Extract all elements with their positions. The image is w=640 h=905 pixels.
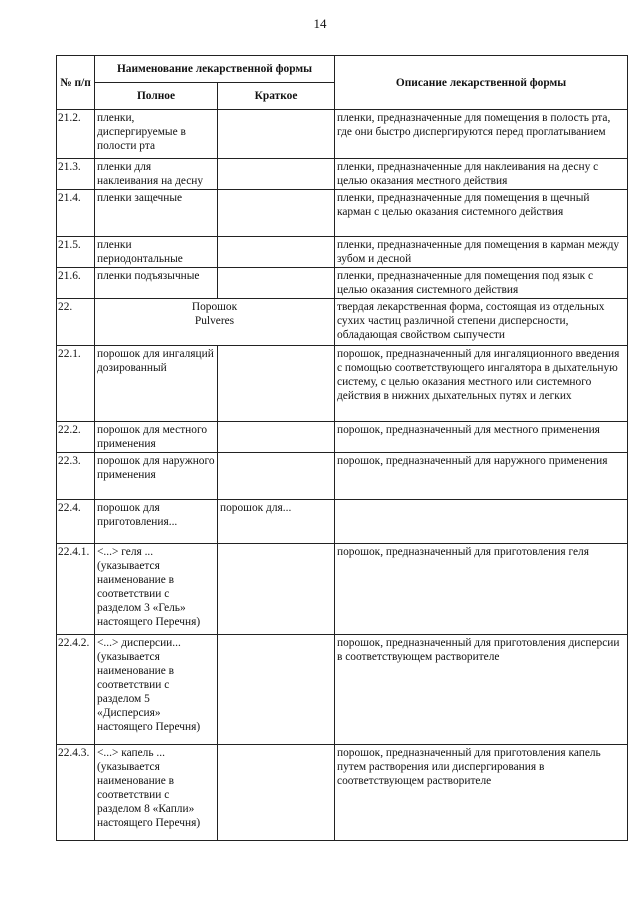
table-row [57,544,628,635]
short-name-cell [218,110,335,159]
table-row [57,500,628,544]
row-number: 22.2. [57,422,95,453]
table-row [57,346,628,422]
table-row [57,159,628,190]
full-name-cell: пленки подъязычные [95,268,218,299]
full-name-cell: пленки защечные [95,190,218,237]
row-number: 21.5. [57,237,95,268]
description-cell: порошок, предназначенный для местного применения [335,422,628,453]
short-name-cell [218,190,335,237]
description-cell: порошок, предназначенный для приготовления геля [335,544,628,635]
full-name-cell: пленки для наклеивания на десну [95,159,218,190]
table-row [57,237,628,268]
table-row [57,635,628,745]
description-cell: пленки, предназначенные для помещения в полость рта, где они быстро диспергируются перед проглатыванием [335,110,628,159]
header-name-group: Наименование лекарственной формы [95,56,335,83]
short-name-cell [218,237,335,268]
short-name-cell [218,544,335,635]
table-row [57,453,628,500]
row-number: 22.3. [57,453,95,500]
full-name-cell: порошок для наружного применения [95,453,218,500]
full-name-cell: <...> капель ... (указывается наименование в соответствии с разделом 8 «Капли» настоящего Перечня) [95,745,218,841]
section-latin-title: Pulveres [194,315,235,327]
dosage-forms-table [56,55,628,841]
header-full-name: Полное [95,83,218,110]
row-number: 22.4. [57,500,95,544]
table-row [57,190,628,237]
full-name-cell: порошок для приготовления... [95,500,218,544]
description-cell: пленки, предназначенные для наклеивания на десну с целью оказания местного действия [335,159,628,190]
short-name-cell [218,745,335,841]
description-cell: пленки, предназначенные для помещения в карман между зубом и десной [335,237,628,268]
short-name-cell [218,422,335,453]
row-number: 21.2. [57,110,95,159]
description-cell: пленки, предназначенные для помещения под язык с целью оказания системного действия [335,268,628,299]
section-name [95,299,335,346]
row-number: 22.4.1. [57,544,95,635]
table-row [57,110,628,159]
row-number: 22. [57,299,95,346]
section-title: Порошок [191,301,238,313]
row-number: 22.1. [57,346,95,422]
row-number: 21.6. [57,268,95,299]
row-number: 21.3. [57,159,95,190]
short-name-cell [218,268,335,299]
description-cell: твердая лекарственная форма, состоящая из отдельных сухих частиц различной степени дисперсности, обладающая свойством сыпучести [335,299,628,346]
table-row [57,299,628,346]
table-row [57,268,628,299]
table-row [57,422,628,453]
header-short-name: Краткое [218,83,335,110]
full-name-cell: пленки, диспергируемые в полости рта [95,110,218,159]
short-name-cell [218,346,335,422]
row-number: 22.4.3. [57,745,95,841]
row-number: 21.4. [57,190,95,237]
full-name-cell: <...> дисперсии... (указывается наименование в соответствии с разделом 5 «Дисперсия» настоящего Перечня) [95,635,218,745]
description-cell: пленки, предназначенные для помещения в щечный карман с целью оказания системного действия [335,190,628,237]
description-cell: порошок, предназначенный для ингаляционного введения с помощью соответствующего ингалятора в дыхательную систему, с целью оказания местного или системного действия в нижних дыхательных путях и легких [335,346,628,422]
page-number: 14 [313,16,327,31]
header-number: № п/п [57,56,95,110]
short-name-cell [218,635,335,745]
description-cell: порошок, предназначенный для наружного применения [335,453,628,500]
full-name-cell: порошок для местного применения [95,422,218,453]
short-name-cell [218,453,335,500]
description-cell: порошок, предназначенный для приготовления капель путем растворения или диспергирования в соответствующем растворителе [335,745,628,841]
short-name-cell: порошок для... [218,500,335,544]
table-row [57,745,628,841]
full-name-cell: <...> геля ... (указывается наименование в соответствии с разделом 3 «Гель» настоящего Перечня) [95,544,218,635]
short-name-cell [218,159,335,190]
header-description: Описание лекарственной формы [335,56,628,110]
full-name-cell: пленки периодонтальные [95,237,218,268]
description-cell: порошок, предназначенный для приготовления дисперсии в соответствующем растворителе [335,635,628,745]
full-name-cell: порошок для ингаляций дозированный [95,346,218,422]
row-number: 22.4.2. [57,635,95,745]
description-cell [335,500,628,544]
